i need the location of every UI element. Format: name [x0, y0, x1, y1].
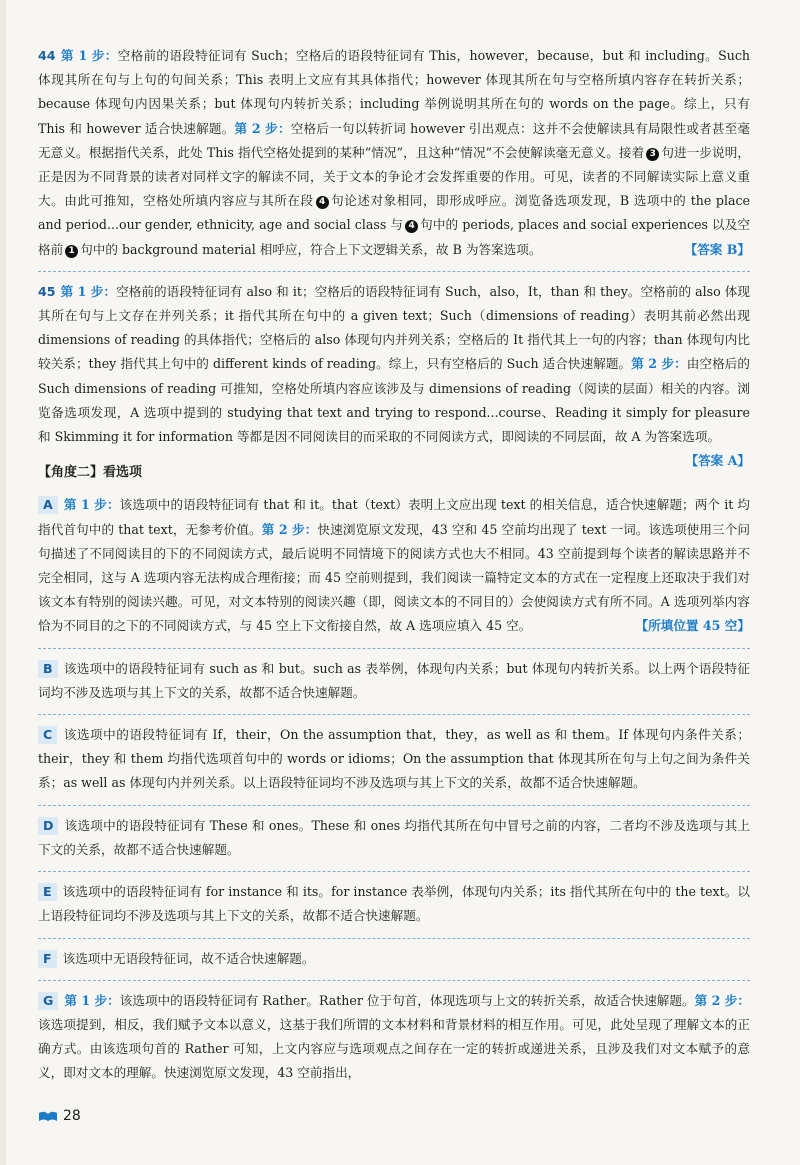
step-1-label: 第 1 步：: [60, 283, 117, 299]
page-footer: [38, 1108, 81, 1124]
option-letter: B: [38, 660, 58, 678]
page-number: 28: [63, 1108, 81, 1124]
step-2-label: 第 2 步：: [234, 120, 291, 136]
question-45: [38, 276, 750, 469]
divider: [38, 871, 750, 872]
paragraph-text: 该选项中的语段特征词有 that 和 it。that（text）表明上文应出现 text 的相关信息，适合快速解题；两个 it 均指代首句中的 that text，无参考价值。: [38, 497, 750, 537]
answer-tag: 【答案 B】: [684, 241, 750, 257]
sentence-marker-icon: 3: [646, 148, 659, 161]
content: [38, 40, 750, 1092]
option-g: [38, 985, 750, 1092]
divider: [38, 271, 750, 272]
paragraph-text: 由空格后的 Such dimensions of reading 可推知，空格处所填内容应该涉及与 dimensions of reading（阅读的层面）相关的内容。浏览备选项发现，A 选项中提到的 studying that text and trying to respond...course、Reading it simply for pleasure 和 Skimming it for information 等都是因不同阅读目的而采取的不同阅读方式，即阅读的不同层面，故 A 为答案选项。: [38, 356, 750, 445]
option-letter: A: [38, 496, 58, 514]
paragraph-text: 快速浏览原文发现，43 空和 45 空前均出现了 text 一词。该选项使用三个问句描述了不同阅读目的下的不同阅读方式，最后说明不同情境下的阅读方式也大不相同。43 空前提到每个读者的解读思路并不完全相同，这与 A 选项内容无法构成合理衔接；而 45 空前则提到，我们阅读一篇特定文本的方式在一定程度上还取决于我们对该文本有特别的阅读兴趣。可见，对文本特别的阅读兴趣（即，阅读文本的不同目的）会使阅读方式有所不同。A 选项列举内容恰为不同目的之下的不同阅读方式，与 45 空上下文衔接自然，故 A 选项应填入 45 空。: [38, 521, 750, 634]
paragraph-text: 句论述对象相同，即形成呼应。浏览备选项发现，B 选项中的 the place and period...our gender, ethnicity, age and social class 与: [38, 193, 750, 233]
book-icon: [38, 1110, 58, 1122]
paragraph-text: 该选项中的语段特征词有 If，their，On the assumption that，they，as well as 和 them。If 体现句内条件关系；their，they 和 them 均指代选项首句中的 words or idioms；On the assumption that 体现其所在句与上句之间为条件关系；as well as 体现句内并列关系。以上语段特征词均不涉及选项与其上下文的关系，故都不适合快速解题。: [38, 727, 750, 791]
paragraph-text: 句中的 periods, places and social experiences 以及空格前: [38, 217, 750, 257]
divider: [38, 648, 750, 649]
option-b: [38, 653, 750, 711]
paragraph-text: 空格前的语段特征词有 Such；空格后的语段特征词有 This，however，because，but 和 including。Such 体现其所在句与上句的句间关系；This 表明上文应有其具体指代；however 体现其所在句与空格所填内容存在转折关系；because 体现句内因果关系；but 体现句内转折关系；including 举例说明其所在句的 words on the page。综上，只有 This 和 however 适合快速解题。: [38, 48, 750, 136]
sentence-marker-icon: 4: [405, 220, 418, 233]
paragraph-text: 句进一步说明，正是因为不同背景的读者对同样文字的解读不同，关于文本的争论才会发挥重要的作用。可见，读者的不同解读实际上意义重大。由此可推知，空格处所填内容应与其所在段: [38, 144, 751, 209]
step-1-label: 第 1 步：: [64, 992, 120, 1008]
answer-tag: 【答案 A】: [685, 453, 750, 469]
paragraph-text: 空格后一句以转折词 however 引出观点：这并不会使解读具有局限性或者甚至毫无意义。根据指代关系，此处 This 指代空格处提到的某种“情况”，且这种“情况”不会使解读毫无意义。接着: [38, 120, 750, 160]
paragraph-text: 空格前的语段特征词有 also 和 it；空格后的语段特征词有 Such，also，It，than 和 they。空格前的 also 体现其所在句与上文存在并列关系；it 指代其所在句中的 a given text；Such（dimensions of reading）表明其前必然出现 dimensions of reading 的具体指代；空格后的 also 体现句内并列关系；空格后的 It 指代其上一句的内容；than 体现句内比较关系；they 指代其上句中的 different kinds of reading。综上，只有空格后的 Such 适合快速解题。: [38, 283, 750, 372]
option-letter: E: [38, 883, 57, 901]
step-2-label: 第 2 步：: [631, 356, 687, 372]
step-1-label: 第 1 步：: [63, 497, 120, 513]
divider: [38, 714, 750, 715]
option-d: [38, 810, 750, 868]
paragraph-text: 该选项中的语段特征词有 Rather。Rather 位于句首，体现选项与上文的转折关系，故适合快速解题。: [119, 992, 695, 1008]
option-c: [38, 719, 750, 802]
option-e: [38, 876, 750, 934]
question-number: 45: [38, 283, 56, 299]
sentence-marker-icon: 1: [65, 245, 78, 258]
paragraph-text: 句中的 background material 相呼应，符合上下文逻辑关系，故 B 为答案选项。: [80, 241, 542, 257]
paragraph-text: 该选项中的语段特征词有 for instance 和 its。for instance 表举例，体现句内关系；its 指代其所在句中的 the text。以上语段特征词均不涉及选项与其上下文的关系，故都不适合快速解题。: [38, 884, 750, 924]
divider: [38, 805, 750, 806]
section-title: 【角度二】看选项: [38, 465, 143, 481]
step-1-label: 第 1 步：: [60, 48, 118, 63]
option-letter: C: [38, 726, 57, 744]
option-letter: G: [38, 992, 58, 1010]
question-44: [38, 40, 750, 268]
step-2-label: 第 2 步：: [261, 521, 318, 537]
sentence-marker-icon: 4: [316, 196, 329, 209]
divider: [38, 938, 750, 939]
option-a: [38, 489, 750, 644]
option-f: [38, 943, 750, 977]
paragraph-text: 该选项中的语段特征词有 These 和 ones。These 和 ones 均指代其所在句中冒号之前的内容，二者均不涉及选项与其上下文的关系，故都不适合快速解题。: [38, 817, 750, 857]
answer-tag: 【所填位置 45 空】: [635, 618, 750, 634]
step-2-label: 第 2 步：: [694, 992, 750, 1008]
option-letter: D: [38, 817, 58, 835]
option-letter: F: [38, 950, 57, 968]
divider: [38, 980, 750, 981]
paragraph-text: 该选项中无语段特征词，故不适合快速解题。: [62, 950, 315, 966]
page-edge: [0, 0, 6, 1165]
paragraph-text: 该选项提到，相反，我们赋予文本以意义，这基于我们所谓的文本材料和背景材料的相互作用。可见，此处呈现了理解文本的正确方式。由该选项句首的 Rather 可知，上文内容应与选项观点之间存在一定的转折或递进关系，且涉及我们对文本赋予的意义，即对文本的理解。快速浏览原文发现，43 空前指出，: [38, 1016, 750, 1081]
paragraph-text: 该选项中的语段特征词有 such as 和 but。such as 表举例，体现句内关系；but 体现句内转折关系。以上两个语段特征词均不涉及选项与其上下文的关系，故都不适合快速解题。: [38, 660, 750, 700]
question-number: 44: [38, 48, 56, 63]
